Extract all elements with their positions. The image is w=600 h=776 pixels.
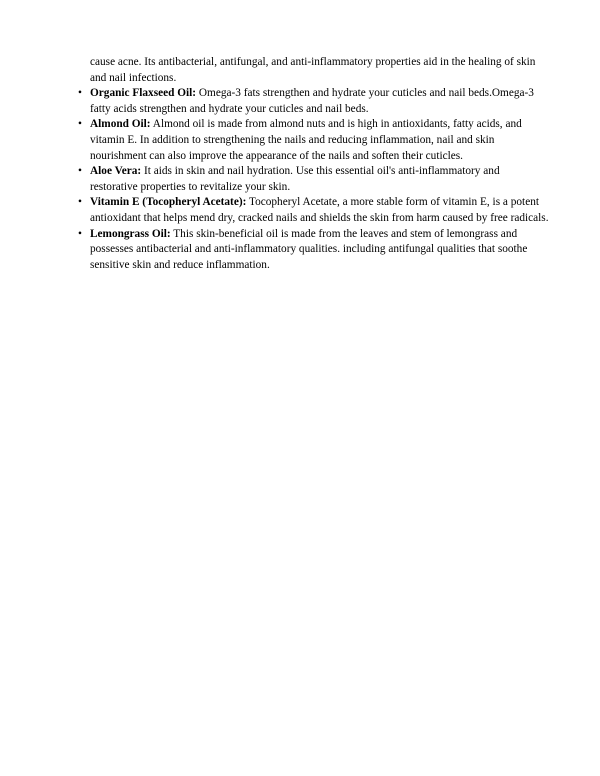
ingredient-term: Almond Oil: <box>90 118 151 131</box>
ingredient-description: Omega-3 fats strengthen and hydrate your cuticles and nail beds.Omega-3 fatty acids strengthen and hydrate your cuticles and nail beds. <box>90 87 534 115</box>
page-content <box>78 55 550 273</box>
bullet-icon: • <box>78 165 82 178</box>
list-item-vitamin-e <box>78 195 550 226</box>
ingredient-term: Vitamin E (Tocopheryl Acetate): <box>90 196 247 209</box>
list-item-almond-oil <box>78 117 550 164</box>
ingredient-description: Tocopheryl Acetate, a more stable form of vitamin E, is a potent antioxidant that helps mend dry, cracked nails and shields the skin from harm caused by free radicals. <box>90 196 549 224</box>
bullet-icon: • <box>78 118 82 131</box>
bullet-icon: • <box>78 87 82 100</box>
bullet-icon: • <box>78 227 82 240</box>
list-item-organic-flaxseed-oil <box>78 86 550 117</box>
ingredient-term: Organic Flaxseed Oil: <box>90 87 197 100</box>
list-item-lemongrass-oil <box>78 227 550 274</box>
bullet-icon: • <box>78 196 82 209</box>
ingredient-description: It aids in skin and nail hydration. Use this essential oil's anti-inflammatory and restorative properties to revitalize your skin. <box>90 165 500 193</box>
ingredient-description: This skin-beneficial oil is made from the leaves and stem of lemongrass and possesses antibacterial and anti-inflammatory qualities. including antifungal qualities that soothe sensitive skin and reduce inflammation. <box>90 227 528 271</box>
ingredient-term: Aloe Vera: <box>90 165 142 178</box>
ingredient-term: Lemongrass Oil: <box>90 227 171 240</box>
ingredient-list <box>78 86 550 273</box>
ingredient-description: Almond oil is made from almond nuts and is high in antioxidants, fatty acids, and vitamin E. In addition to strengthening the nails and reducing inflammation, nail and skin nourishment can also improve the appearance of the nails and soften their cuticles. <box>90 118 522 162</box>
continuation-paragraph: cause acne. Its antibacterial, antifungal, and anti-inflammatory properties aid in the healing of skin and nail infections. <box>90 56 536 84</box>
list-item-aloe-vera <box>78 164 550 195</box>
